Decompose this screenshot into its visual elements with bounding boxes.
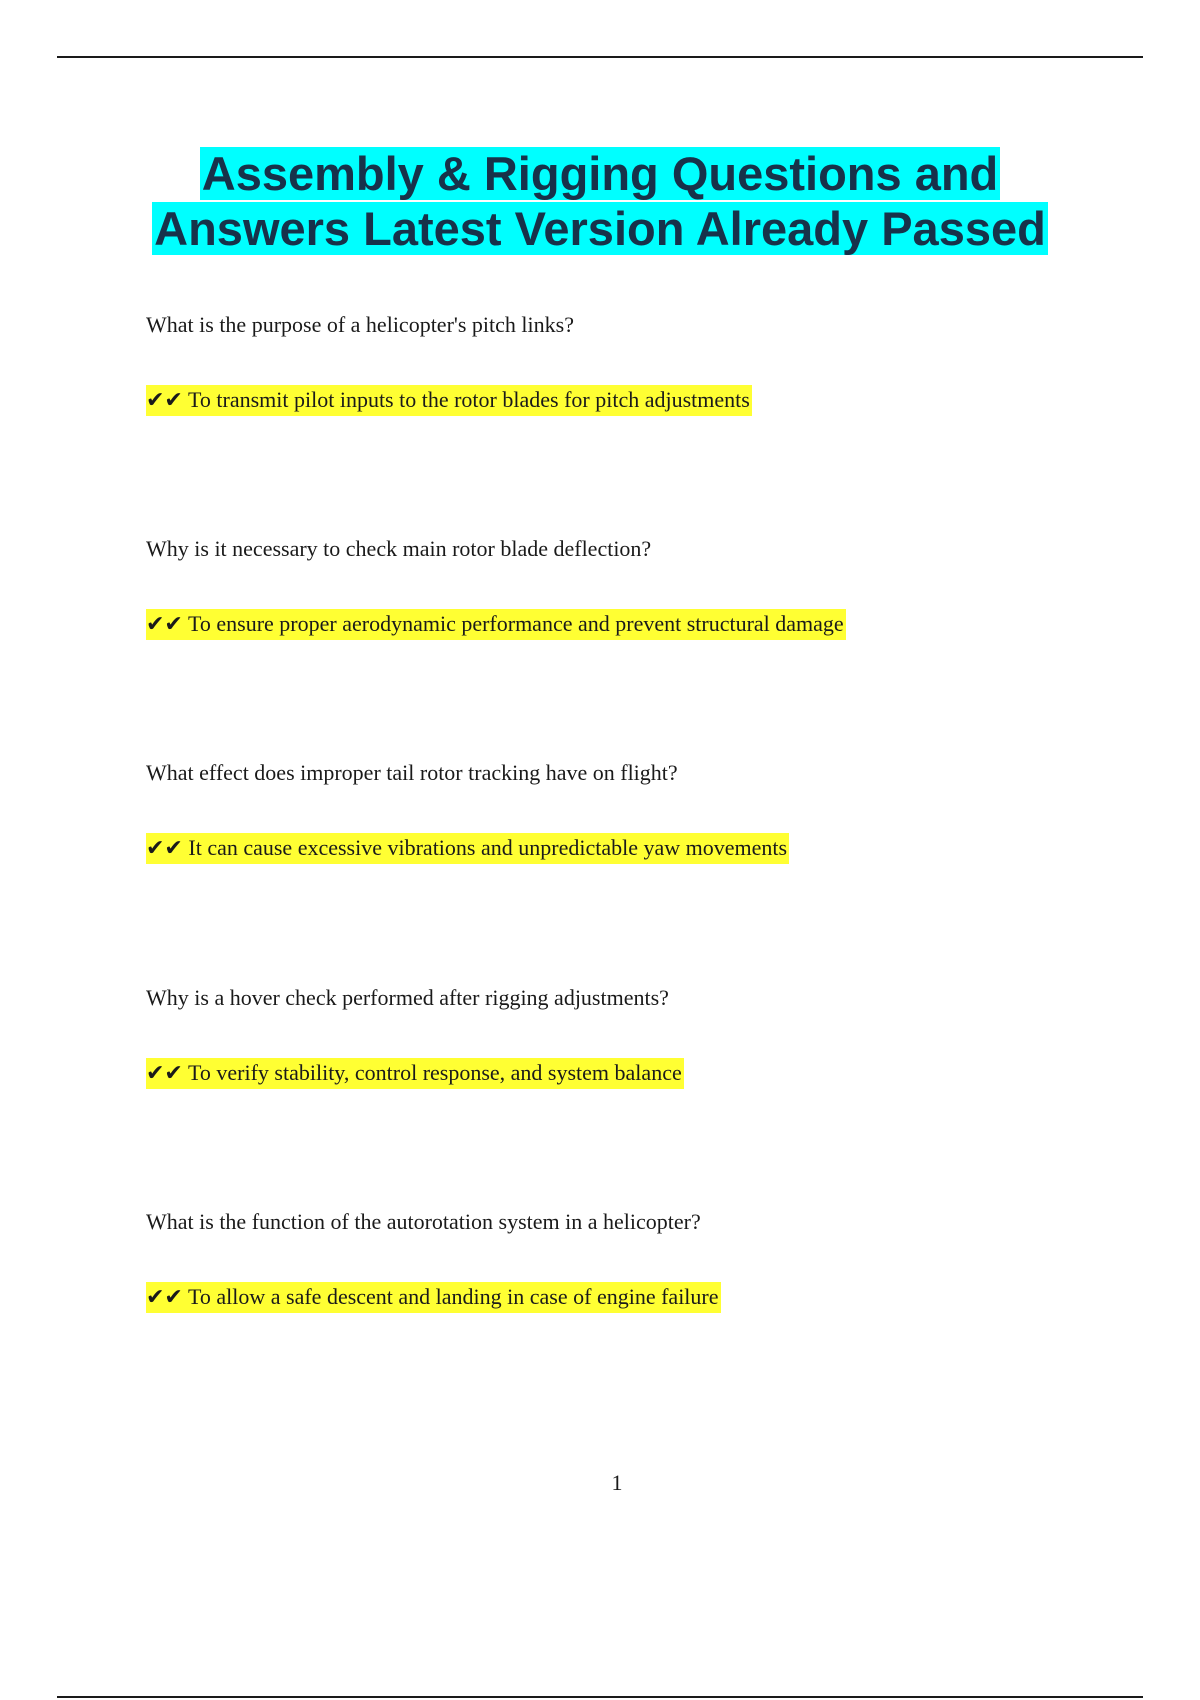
document-title [0, 146, 1200, 256]
question-text: What is the function of the autorotation system in a helicopter? [146, 1209, 701, 1234]
title-line-2: Answers Latest Version Already Passed [154, 202, 1046, 255]
answer-label: To allow a safe descent and landing in case of engine failure [187, 1284, 719, 1309]
answer-text [146, 834, 789, 863]
answer-text [146, 386, 752, 415]
double-check-icon: ✔✔ [146, 612, 183, 637]
question-text: Why is a hover check performed after rigging adjustments? [146, 985, 669, 1010]
bottom-rule [57, 1696, 1143, 1698]
question-text: What effect does improper tail rotor tracking have on flight? [146, 760, 678, 785]
double-check-icon: ✔✔ [146, 836, 183, 861]
answer-label: To ensure proper aerodynamic performance and prevent structural damage [187, 611, 844, 636]
answer-label: It can cause excessive vibrations and unpredictable yaw movements [188, 835, 788, 860]
title-line-1: Assembly & Rigging Questions and [201, 147, 999, 200]
top-rule [57, 56, 1143, 58]
answer-text [146, 610, 846, 639]
question-text: What is the purpose of a helicopter's pitch links? [146, 312, 574, 337]
double-check-icon: ✔✔ [146, 388, 183, 413]
answer-text [146, 1059, 684, 1088]
page-number: 1 [611, 1470, 623, 1495]
double-check-icon: ✔✔ [146, 1061, 183, 1086]
answer-label: To verify stability, control response, and system balance [187, 1060, 682, 1085]
double-check-icon: ✔✔ [146, 1285, 183, 1310]
question-text: Why is it necessary to check main rotor blade deflection? [146, 536, 652, 561]
answer-text [146, 1283, 721, 1312]
answer-label: To transmit pilot inputs to the rotor blades for pitch adjustments [187, 387, 750, 412]
